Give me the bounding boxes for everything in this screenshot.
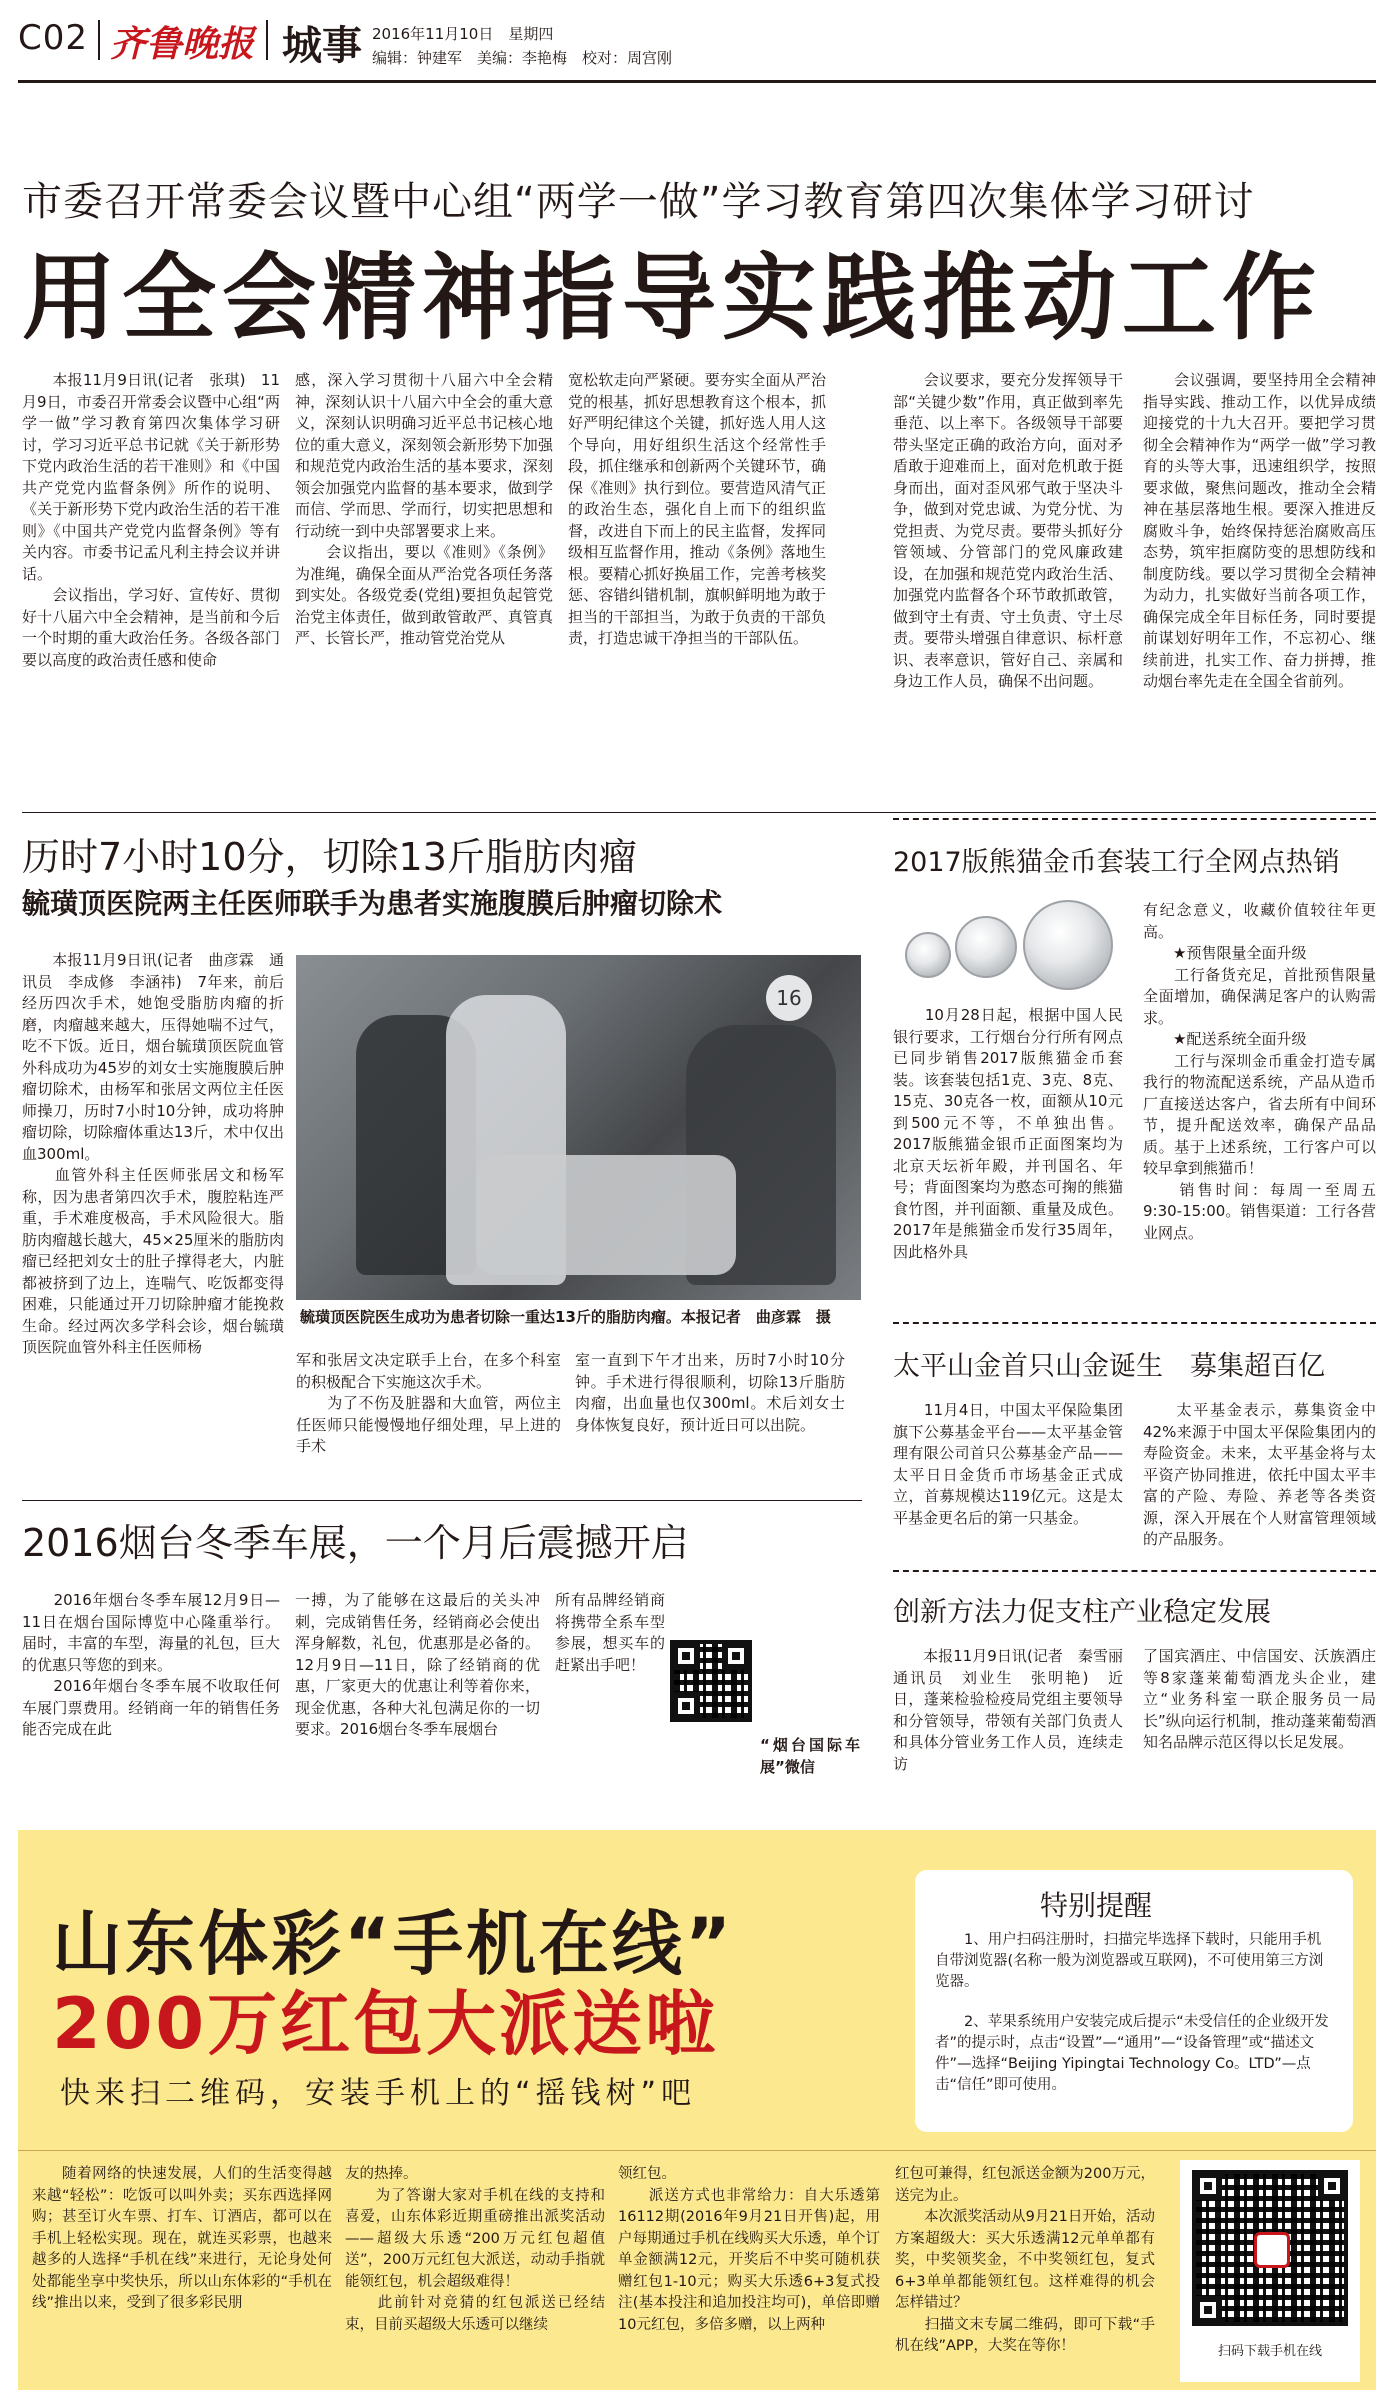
header-rule xyxy=(18,80,1376,83)
ad-headline-red: 200万红包大派送啦 xyxy=(52,1983,719,2065)
lead-column-1: 本报11月9日讯(记者 张琪) 11月9日，市委召开常委会议暨中心组“两学一做”学习教育第四次集体学习研讨，学习习近平总书记就《关于新形势下党内政治生活的若干准则》和《中国共产党党内监督条例》所作的说明、《关于新形势下党内政治生活的若干准则》《中国共产党党内监督条例》等有关内容。市委书记孟凡利主持会议并讲话。 会议指出，学习好、宣传好、贯彻好十八届六中全会精神，是当前和今后一个时期的重大政治任务。各级各部门要以高度的政治责任感和使命 xyxy=(22,371,280,669)
masthead xyxy=(0,0,1395,80)
lead-column-4: 会议要求，要充分发挥领导干部“关键少数”作用，真正做到率先垂范、以上率下。各级领导干部要带头坚定正确的政治方向，面对矛盾敢于迎难而上，面对危机敢于挺身而出，面对歪风邪气敢于坚决斗争，做到对党忠诚、为党分忧、为党担责、为党尽责。要带头抓好分管领域、分管部门的党风廉政建设，在加强和规范党内政治生活、加强党内监督各个环节敢抓敢管，做到守土有责、守土负责、守土尽责。要带头增强自律意识、标杆意识、表率意识，管好自己、亲属和身边工作人员，确保不出问题。 xyxy=(893,371,1123,690)
sidebar-rule xyxy=(893,1570,1376,1572)
app-logo-icon xyxy=(1254,2232,1290,2268)
staff-credits: 编辑：钟建军 美编：李艳梅 校对：周宫刚 xyxy=(372,49,673,67)
auto-show-column-1: 2016年烟台冬季车展12月9日—11日在烟台国际博览中心隆重举行。届时，丰富的车型，海量的礼包，巨大的优惠只等您的到来。 2016年烟台冬季车展不收取任何车展门票费用。经销商一年的销售任务能否完成在此 xyxy=(22,1591,280,1738)
panda-coin-set xyxy=(893,890,1118,1000)
ad-headline: 山东体彩“手机在线” xyxy=(52,1903,735,1985)
ad-qr-caption: 扫码下载手机在线 xyxy=(1217,2344,1322,2359)
tumor-column-2: 军和张居文决定联手上台，在多个科室的积极配合下实施这次手术。 为了不伤及脏器和大血管，两位主任医师只能慢慢地仔细处理，早上进的手术 xyxy=(296,1351,561,1455)
ad-column-4: 红包可兼得，红包派送金额为200万元，送完为止。 本次派奖活动从9月21日开始，活动方案超级大：买大乐透满12元单单都有奖，中奖领奖金，不中奖领红包，复式6+3单单都能领红包。这样难得的机会怎样错过？ 扫描文末专属二维码，即可下载“手机在线”APP，大奖在等你！ xyxy=(895,2166,1155,2354)
lead-column-5: 会议强调，要坚持用全会精神指导实践、推动工作，以优异成绩迎接党的十九大召开。要把学习贯彻全会精神作为“两学一做”学习教育的头等大事，迅速组织学，按照要求做，聚焦问题改，推动全会精神在基层落地生根。要深入推进反腐败斗争，始终保持惩治腐败高压态势，筑牢拒腐防变的思想防线和制度防线。要以学习贯彻全会精神为动力，扎实做好当前各项工作，确保完成全年目标任务，同时要提前谋划好明年工作，不忘初心、继续前进，扎实工作、奋力拼搏，推动烟台率先走在全国全省前列。 xyxy=(1143,371,1376,690)
ad-column-2: 友的热捧。 为了答谢大家对手机在线的支持和喜爱，山东体彩近期重磅推出派奖活动——超级大乐透“200万元红包超值送”，200万元红包大派送，动动手指就能领红包，机会超级难得！ 此前针对竞猜的红包派送已经结束，目前买超级大乐透可以继续 xyxy=(345,2166,605,2333)
industry-column-2: 了国宾酒庄、中信国安、沃族酒庄等8家蓬莱葡萄酒龙头企业，建立“业务科室一联企服务员一局长”纵向运行机制，推动蓬莱葡萄酒知名品牌示范区得以长足发展。 xyxy=(1143,1647,1376,1751)
sidebar-rule xyxy=(893,1322,1376,1324)
auto-show-column-3: 所有品牌经销商将携带全系车型参展，想买车的赶紧出手吧！ xyxy=(555,1591,665,1674)
panda-coin-headline: 2017版熊猫金币套装工行全网点热销 xyxy=(893,847,1340,878)
masthead-divider xyxy=(266,20,268,60)
masthead-divider xyxy=(98,20,100,60)
ad-column-1: 随着网络的快速发展，人们的生活变得越来越“轻松”：吃饭可以叫外卖；买东西选择网购；甚至订火车票、打车、订酒店，都可以在手机上轻松实现。现在，就连买彩票，也越来越多的人选择“手机在线”来进行，无论身处何处都能坐享中奖快乐，所以山东体彩的“手机在线”推出以来，受到了很多彩民朋 xyxy=(32,2166,332,2311)
industry-headline: 创新方法力促支柱产业稳定发展 xyxy=(893,1597,1271,1628)
section-name: 城事 xyxy=(282,23,362,69)
ad-divider xyxy=(18,2150,1376,2151)
auto-show-column-2: 一搏，为了能够在这最后的关头冲刺，完成销售任务，经销商必会使出浑身解数，礼包，优惠那是必备的。12月9日—11日，除了经销商的优惠，厂家更大的优惠让利等着你来，现金优惠，各种大礼包满足你的一切要求。2016烟台冬季车展烟台 xyxy=(295,1591,540,1738)
tumor-subheadline: 毓璜顶医院两主任医师联手为患者实施腹膜后肿瘤切除术 xyxy=(22,887,723,920)
industry-column-1: 本报11月9日讯(记者 秦雪丽 通讯员 刘业生 张明艳) 近日，蓬莱检验检疫局党组主要领导和分管领导，带领有关部门负责人和具体分管业务工作人员，连续走访 xyxy=(893,1647,1139,1773)
tumor-headline: 历时7小时10分，切除13斤脂肪肉瘤 xyxy=(22,835,637,879)
lead-column-3: 宽松软走向严紧硬。要夯实全面从严治党的根基，抓好思想教育这个根本，抓好严明纪律这个关键，抓好选人用人这个导向，用好组织生活这个经常性手段，抓住继承和创新两个关键环节，确保《准则》执行到位。要营造风清气正的政治生态，强化自上而下的组织监督，改进自下而上的民主监督，发挥同级相互监督作用，推动《条例》落地生根。要精心抓好换届工作，完善考核奖惩、容错纠错机制，旗帜鲜明地为敢于担当的干部担当，为敢于负责的干部负责，打造忠诚干净担当的干部队伍。 xyxy=(568,371,826,647)
panda-coin-column-2: 有纪念意义，收藏价值较往年更高。 ★预售限量全面升级 工行备货充足，首批预售限量全面增加，确保满足客户的认购需求。 ★配送系统全面升级 工行与深圳金币重金打造专属我行的物流配送系统，产品从造币厂直接送达客户，省去所有中间环节，提升配送效率，确保产品品质。基于上述系统，工行客户可以较早拿到熊猫币！ 销售时间：每周一至周五9:30-15:00。销售渠道：工行各营业网点。 xyxy=(1143,901,1376,1242)
ad-column-3: 领红包。 派送方式也非常给力：自大乐透第16112期(2016年9月21日开售)起，用户每期通过手机在线购买大乐透，单个订单金额满12元，开奖后不中奖可随机获赠红包1-10元；购买大乐透6+3复式投注(基本投注和追加投注均可)，单倍即赠10元红包，多倍多赠，以上两种 xyxy=(618,2166,880,2333)
auto-show-qr-code[interactable] xyxy=(670,1640,752,1722)
tumor-column-1: 本报11月9日讯(记者 曲彦霖 通讯员 李成修 李涵祎) 7年来，前后经历四次手术，她饱受脂肪肉瘤的折磨，肉瘤越来越大，压得她喘不过气，吃不下饭。近日，烟台毓璜顶医院血管外科成功为45岁的刘女士实施腹膜后肿瘤切除术，由杨军和张居文两位主任医师操刀，历时7小时10分钟，成功将肿瘤切除，切除瘤体重达13斤，术中仅出血300ml。 血管外科主任医师张居文和杨军称，因为患者第四次手术，腹腔粘连严重，手术难度极高，手术风险很大。脂肪肉瘤越长越大，45×25厘米的脂肪肉瘤已经把刘女士的肚子撑得老大，内脏都被挤到了边上，连喘气、吃饭都变得困难，只能通过开刀切除肿瘤才能挽救生命。经过两次多学科会诊，烟台毓璜顶医院血管外科主任医师杨 xyxy=(22,951,284,1356)
lottery-app-qr-code[interactable] xyxy=(1192,2170,1348,2326)
reminder-item-2: 2、苹果系统用户安装完成后提示“未受信任的企业级开发者”的提示时，点击“设置”—“通用”—“设备管理”或“描述文件”—选择“Beijing Yipingtai Technology Co。LTD”—点击“信任”即可使用。 xyxy=(935,2014,1329,2093)
panda-coin-column-1: 10月28日起，根据中国人民银行要求，工行烟台分行所有网点已同步销售2017版熊猫金币套装。该套装包括1克、3克、8克、15克、30克各一枚，面额从10元到500元不等，不单独出售。2017版熊猫金银币正面图案均为北京天坛祈年殿，并刊国名、年号；背面图案均为憨态可掬的熊猫食竹图，并刊面额、重量及成色。2017年是熊猫金币发行35周年，因此格外具 xyxy=(893,1006,1123,1261)
hospital-bed xyxy=(476,1155,736,1275)
section-rule xyxy=(22,812,1376,813)
page-number: C02 xyxy=(18,18,89,58)
fund-column-2: 太平基金表示，募集资金中42%来源于中国太平保险集团内的寿险资金。未来，太平基金将与太平资产协同推进，依托中国太平丰富的产险、寿险、养老等各类资源，深入开展在个人财富管理领域的产品服务。 xyxy=(1143,1401,1376,1548)
lead-headline: 用全会精神指导实践推动工作 xyxy=(22,243,1323,353)
coin-image xyxy=(905,932,951,978)
photo-caption: 毓璜顶医院医生成功为患者切除一重达13斤的脂肪肉瘤。本报记者 曲彦霖 摄 xyxy=(300,1308,831,1326)
issue-date: 2016年11月10日 星期四 xyxy=(372,25,554,43)
newspaper-logo: 齐鲁晚报 xyxy=(110,23,255,65)
reminder-item-1: 1、用户扫码注册时，扫描完毕选择下载时，只能用手机自带浏览器(名称一般为浏览器或互联网)，不可使用第三方浏览器。 xyxy=(935,1932,1324,1990)
sidebar-rule xyxy=(893,818,1376,820)
masthead-meta xyxy=(372,22,672,70)
lead-subtitle: 市委召开常委会议暨中心组“两学一做”学习教育第四次集体学习研讨 xyxy=(22,179,1255,225)
ad-tagline: 快来扫二维码，安装手机上的“摇钱树”吧 xyxy=(60,2076,697,2111)
fund-column-1: 11月4日，中国太平保险集团旗下公募基金平台——太平基金管理有限公司首只公募基金产品——太平日日金货币市场基金正式成立，首募规模达119亿元。这是太平基金更名后的第一只基金。 xyxy=(893,1401,1123,1527)
lead-column-2: 感，深入学习贯彻十八届六中全会精神，深刻认识十八届六中全会的重大意义，深刻认识明确习近平总书记核心地位的重大意义，深刻领会新形势下加强和规范党内政治生活的基本要求，深刻领会加强党内监督的基本要求，做到学而信、学而思、学而行，切实把思想和行动统一到中央部署要求上来。 会议指出，要以《准则》《条例》为准绳，确保全面从严治党各项任务落到实处。各级党委(党组)要担负起管党治党主体责任，做到敢管敢严、真管真严、长管长严，推动管党治党从 xyxy=(295,371,553,647)
section-rule xyxy=(22,1500,862,1501)
tumor-column-3: 室一直到下午才出来，历时7小时10分钟。手术进行得很顺利，切除13斤脂肪肉瘤，出血量也仅300ml。术后刘女士身体恢复良好，预计近日可以出院。 xyxy=(575,1351,845,1434)
coin-image xyxy=(955,916,1017,978)
auto-show-qr-caption: “烟台国际车展”微信 xyxy=(760,1736,860,1776)
special-reminder-title: 特别提醒 xyxy=(1040,1889,1153,1922)
auto-show-headline: 2016烟台冬季车展，一个月后震撼开启 xyxy=(22,1521,689,1565)
surgery-photo xyxy=(296,955,861,1300)
coin-image xyxy=(1023,900,1113,990)
bed-number-sign: 16 xyxy=(766,975,812,1021)
fund-headline: 太平山金首只山金诞生 募集超百亿 xyxy=(893,1351,1325,1382)
